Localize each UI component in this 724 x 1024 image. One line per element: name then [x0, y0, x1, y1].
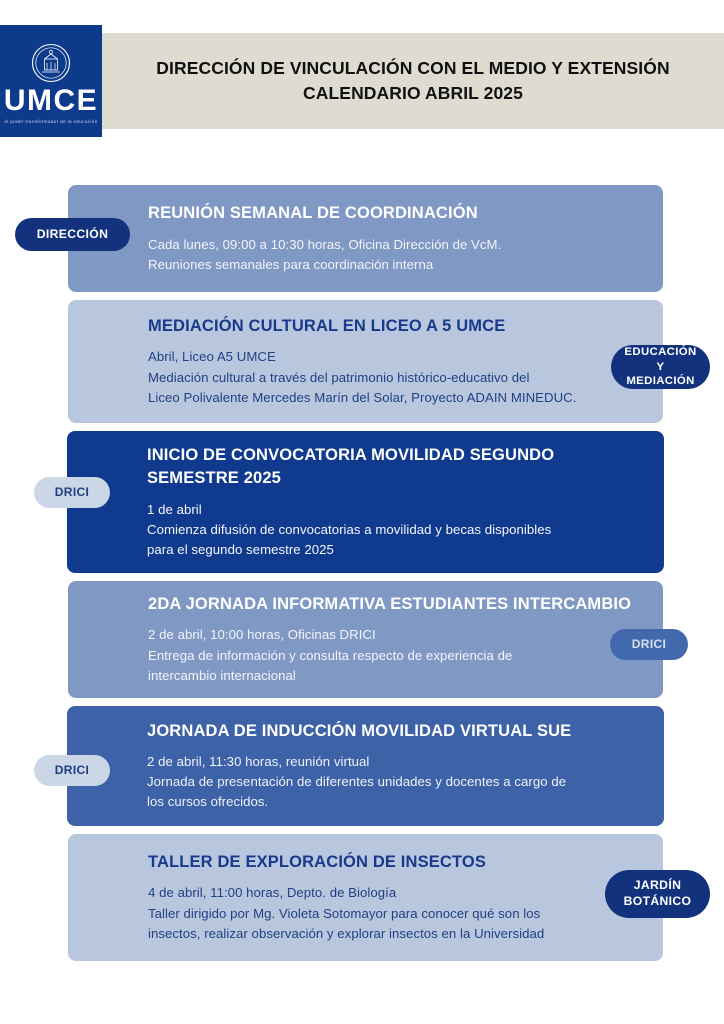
event-detail-line: Reuniones semanales para coordinación interna — [148, 256, 434, 272]
event-detail-line: Mediación cultural a través del patrimonio histórico-educativo del — [148, 369, 530, 385]
event-title-line-2: SEMESTRE 2025 — [147, 469, 282, 488]
event-tag-badge[interactable] — [34, 755, 110, 786]
event-item — [0, 581, 724, 706]
event-tag-label: DRICI — [631, 636, 667, 651]
event-detail-line: 1 de abril — [147, 501, 202, 517]
event-detail-line: para el segundo semestre 2025 — [147, 542, 334, 558]
event-detail-line: Abril, Liceo A5 UMCE — [148, 349, 276, 365]
event-tag-badge[interactable] — [605, 870, 710, 918]
event-title: REUNIÓN SEMANAL DE COORDINACIÓN — [148, 204, 478, 223]
event-detail-line: Taller dirigido por Mg. Violeta Sotomayor para conocer qué son los — [148, 905, 541, 921]
event-item — [0, 300, 724, 431]
poster-header — [0, 25, 724, 137]
event-tag-badge[interactable] — [610, 629, 688, 660]
event-detail-line: insectos, realizar observación y explorar insectos en la Universidad — [148, 925, 545, 941]
event-detail-line: intercambio internacional — [148, 667, 296, 683]
event-list — [0, 185, 724, 969]
event-title: INICIO DE CONVOCATORIA MOVILIDAD SEGUNDO — [147, 445, 555, 464]
event-tag-label: DIRECCIÓN — [36, 226, 109, 241]
logo-tagline: el poder transformador de la educación — [4, 118, 98, 124]
event-tag-badge[interactable] — [34, 477, 110, 508]
page-title: DIRECCIÓN DE VINCULACIÓN CON EL MEDIO Y EXTENSIÓN — [156, 58, 670, 79]
event-item — [0, 185, 724, 300]
event-item — [0, 431, 724, 581]
umce-logo — [0, 25, 102, 137]
event-tag-label-2: BOTÁNICO — [623, 894, 692, 908]
page-subtitle: CALENDARIO ABRIL 2025 — [303, 83, 523, 103]
event-title: 2DA JORNADA INFORMATIVA ESTUDIANTES INTERCAMBIO — [148, 595, 632, 613]
event-detail-line: Cada lunes, 09:00 a 10:30 horas, Oficina Dirección de VcM. — [148, 236, 502, 252]
event-detail-line: Entrega de información y consulta respecto de experiencia de — [148, 647, 513, 663]
event-tag-label: JARDÍN — [633, 878, 682, 893]
event-tag-badge[interactable] — [15, 218, 130, 251]
event-tag-label: EDUCACIÓN Y — [624, 346, 697, 373]
event-detail-line: 4 de abril, 11:00 horas, Depto. de Biología — [148, 885, 397, 901]
event-title: TALLER DE EXPLORACIÓN DE INSECTOS — [148, 853, 487, 871]
event-detail-line: Jornada de presentación de diferentes unidades y docentes a cargo de — [147, 774, 567, 790]
event-card[interactable] — [68, 185, 663, 292]
event-detail-line: los cursos ofrecidos. — [147, 794, 269, 810]
logo-wordmark: UMCE — [3, 83, 99, 117]
event-card[interactable] — [68, 581, 663, 698]
event-detail-line: 2 de abril, 10:00 horas, Oficinas DRICI — [148, 627, 376, 643]
event-detail-line: 2 de abril, 11:30 horas, reunión virtual — [147, 753, 370, 769]
event-card[interactable] — [68, 300, 663, 423]
event-item — [0, 706, 724, 834]
event-detail-line: Liceo Polivalente Mercedes Marín del Solar, Proyecto ADAIN MINEDUC. — [148, 389, 577, 405]
event-tag-badge[interactable] — [611, 345, 710, 389]
event-item — [0, 834, 724, 969]
event-card[interactable] — [67, 431, 664, 573]
event-title: MEDIACIÓN CULTURAL EN LICEO A 5 UMCE — [148, 317, 506, 335]
university-seal-icon — [31, 43, 71, 83]
event-detail-line: Comienza difusión de convocatorias a movilidad y becas disponibles — [147, 521, 552, 537]
event-card[interactable] — [68, 834, 663, 961]
event-title: JORNADA DE INDUCCIÓN MOVILIDAD VIRTUAL SUE — [147, 721, 572, 740]
event-tag-label: DRICI — [54, 484, 90, 499]
event-card[interactable] — [67, 706, 664, 826]
event-tag-label: DRICI — [54, 762, 90, 777]
poster-title-band — [102, 33, 724, 129]
event-tag-label-2: MEDIACIÓN — [626, 375, 695, 388]
